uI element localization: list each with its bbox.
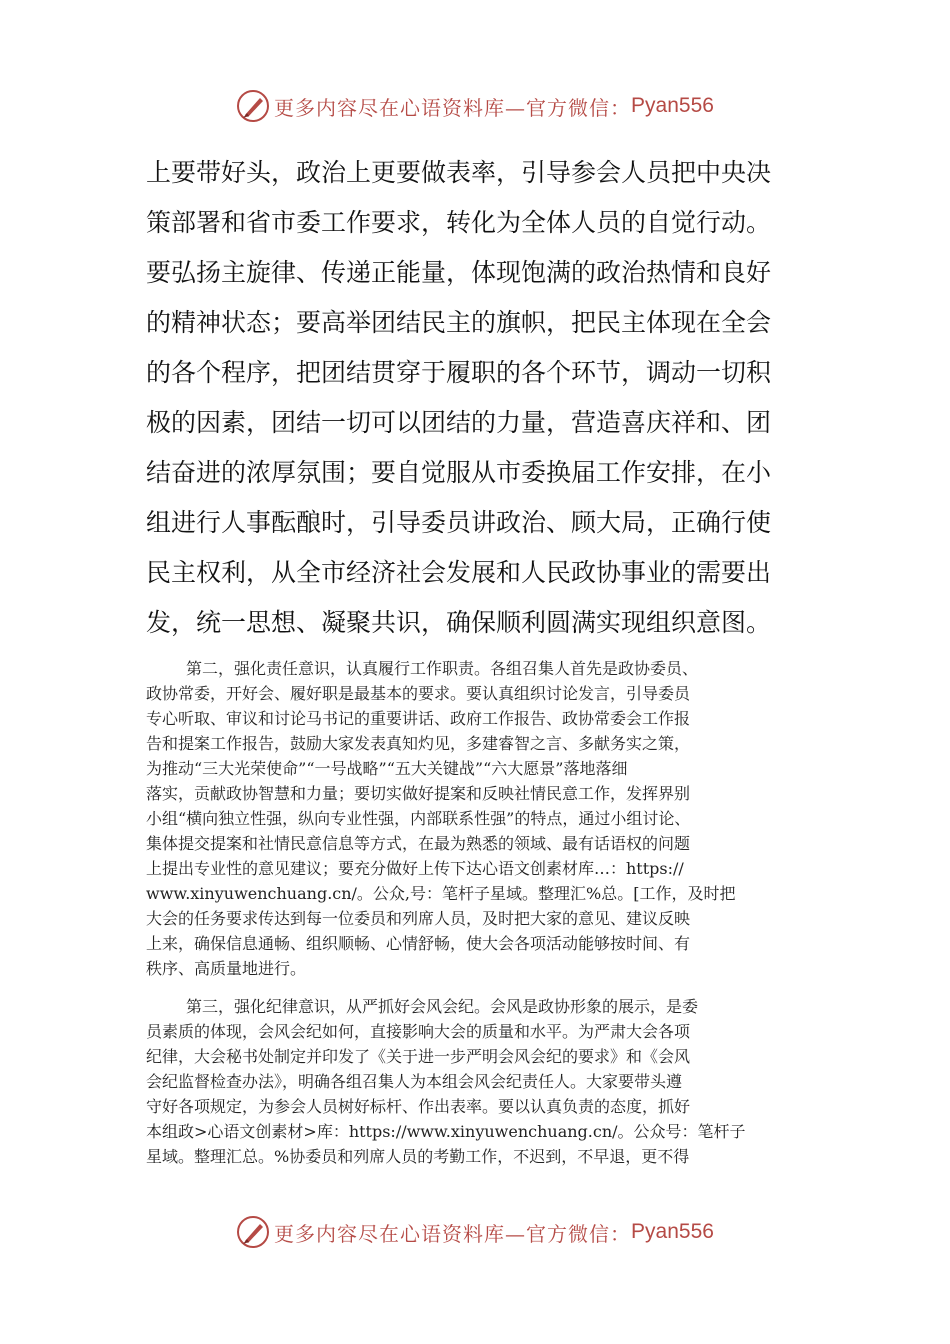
text-line: 纪律，大会秘书处制定并印发了《关于进一步严明会风会纪的要求》和《会风 — [146, 1047, 691, 1066]
text-line: 政协常委，开好会、履好职是最基本的要求。要认真组织讨论发言，引导委员 — [146, 684, 691, 703]
text-line: 告和提案工作报告，鼓励大家发表真知灼见，多建睿智之言、多献务实之策， — [146, 734, 691, 753]
text-line: 极的因素，团结一切可以团结的力量，营造喜庆祥和、团 — [146, 408, 772, 437]
text-line: 专心听取、审议和讨论马书记的重要讲话、政府工作报告、政协常委会工作报 — [146, 709, 691, 728]
text-line: 发，统一思想、凝聚共识，确保顺利圆满实现组织意图。 — [146, 608, 772, 637]
paragraph-discipline — [146, 994, 810, 1169]
text-line: 集体提交提案和社情民意信息等方式，在最为熟悉的领域、最有话语权的问题 — [146, 834, 691, 853]
text-line: 会纪监督检查办法》，明确各组召集人为本组会风会纪责任人。大家要带头遵 — [146, 1072, 683, 1091]
text-line: 落实，贡献政协智慧和力量；要切实做好提案和反映社情民意工作，发挥界别 — [146, 784, 691, 803]
text-line: 的各个程序，把团结贯穿于履职的各个环节，调动一切积 — [146, 358, 772, 387]
text-line: 上提出专业性的意见建议；要充分做好上传下达心语文创素材库…：https:// — [146, 859, 684, 878]
text-line: 策部署和省市委工作要求，转化为全体人员的自觉行动。 — [146, 208, 772, 237]
text-line: 上来，确保信息通畅、组织顺畅、心情舒畅，使大会各项活动能够按时间、有 — [146, 934, 691, 953]
watermark-footer — [0, 1212, 950, 1252]
text-line: 结奋进的浓厚氛围；要自觉服从市委换届工作安排，在小 — [146, 458, 772, 487]
text-line: 为推动“三大光荣使命”“一号战略”“五大关键战”“六大愿景”落地落细 — [146, 759, 628, 778]
text-line: 本组政>心语文创素材>库：https://www.xinyuwenchuang.cn/。公众号：笔杆子 — [146, 1122, 746, 1141]
text-line: 的精神状态；要高举团结民主的旗帜，把民主体现在全会 — [146, 308, 772, 337]
text-line: 组进行人事酝酿时，引导委员讲政治、顾大局，正确行使 — [146, 508, 772, 537]
pen-logo-icon — [236, 1215, 270, 1249]
text-line: 小组“横向独立性强，纵向专业性强，内部联系性强”的特点，通过小组讨论、 — [146, 809, 691, 828]
text-line: 员素质的体现，会风会纪如何，直接影响大会的质量和水平。为严肃大会各项 — [146, 1022, 691, 1041]
text-line: 秩序、高质量地进行。 — [146, 959, 307, 978]
text-line: 要弘扬主旋律、传递正能量，体现饱满的政治热情和良好 — [146, 258, 772, 287]
text-line: 星域。整理汇总。%协委员和列席人员的考勤工作，不迟到，不早退，更不得 — [146, 1147, 690, 1166]
text-line: 上要带好头，政治上更要做表率，引导参会人员把中央决 — [146, 158, 772, 187]
text-line: www.xinyuwenchuang.cn/。公众,号：笔杆子星域。整理汇%总。[工作，及时把 — [146, 884, 736, 903]
text-line: 第三，强化纪律意识，从严抓好会风会纪。会风是政协形象的展示，是委 — [186, 997, 699, 1016]
watermark-text: 更多内容尽在心语资料库—官方微信： — [274, 1221, 632, 1246]
text-line: 民主权利，从全市经济社会发展和人民政协事业的需要出 — [146, 558, 772, 587]
text-line: 守好各项规定，为参会人员树好标杆、作出表率。要以认真负责的态度，抓好 — [146, 1097, 691, 1116]
watermark-wechat-id: Pyan556 — [631, 1220, 714, 1243]
watermark-text: 更多内容尽在心语资料库—官方微信： — [274, 95, 632, 120]
text-line: 第二，强化责任意识，认真履行工作职责。各组召集人首先是政协委员、 — [186, 659, 699, 678]
paragraph-responsibility — [146, 656, 810, 981]
watermark-header — [0, 86, 950, 126]
text-line: 大会的任务要求传达到每一位委员和列席人员，及时把大家的意见、建议反映 — [146, 909, 691, 928]
watermark-wechat-id: Pyan556 — [631, 94, 714, 117]
body-large-text — [146, 148, 826, 648]
pen-logo-icon — [236, 89, 270, 123]
